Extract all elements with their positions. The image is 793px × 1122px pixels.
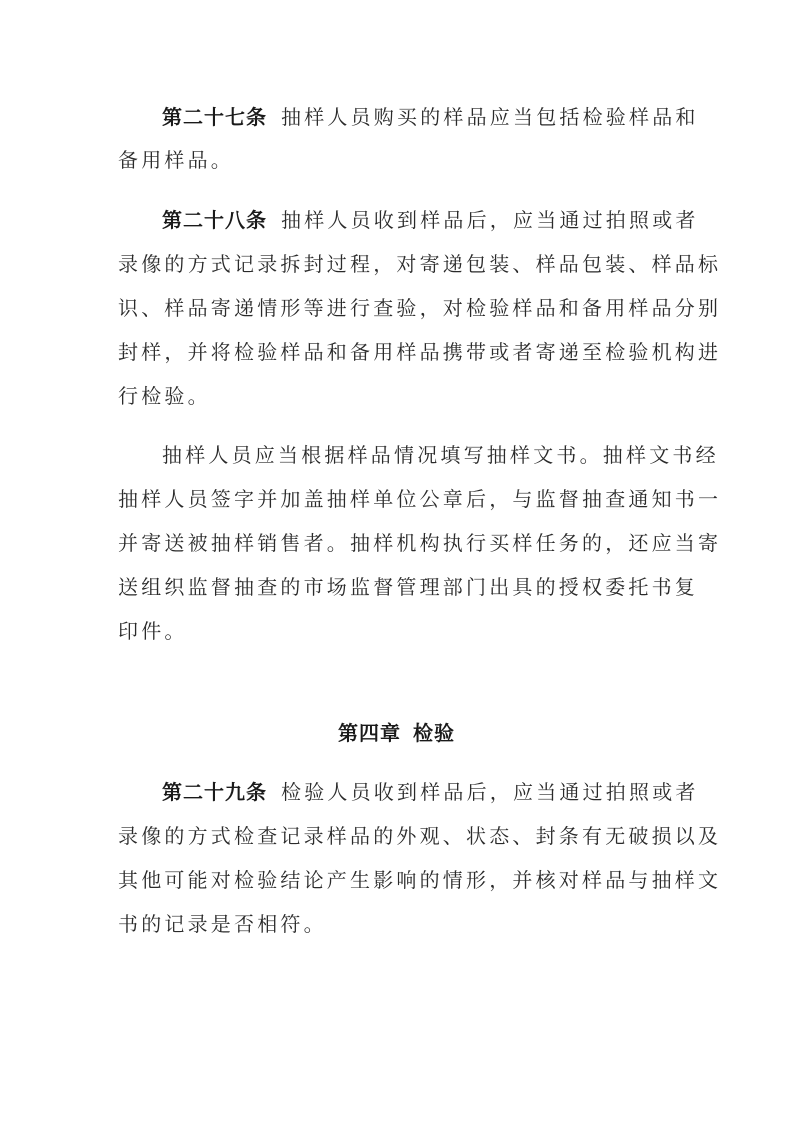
- article-27-text-1: 抽样人员购买的样品应当包括检验样品和: [281, 105, 699, 129]
- article-28-number: 第二十八条: [162, 208, 267, 232]
- article-29-text-1: 检验人员收到样品后，应当通过拍照或者: [281, 780, 699, 804]
- article-28-line-4: 封样，并将检验样品和备用样品携带或者寄递至检验机构进: [118, 340, 722, 364]
- article-28-p2-line-3: 并寄送被抽样销售者。抽样机构执行买样任务的，还应当寄: [118, 531, 722, 555]
- chapter-title: 检验: [413, 721, 455, 745]
- article-28-line-2: 录像的方式记录拆封过程，对寄递包装、样品包装、样品标: [118, 252, 722, 276]
- article-27-line-2: 备用样品。: [118, 148, 234, 172]
- article-29-line-1: [162, 778, 722, 806]
- article-28-p2-line-5: 印件。: [118, 619, 188, 643]
- chapter-heading: [0, 719, 793, 747]
- article-29-line-3: 其他可能对检验结论产生影响的情形，并核对样品与抽样文: [118, 868, 722, 892]
- article-29-line-4: 书的记录是否相符。: [118, 912, 327, 936]
- article-28-line-5: 行检验。: [118, 384, 211, 408]
- article-28-p2-line-4: 送组织监督抽查的市场监督管理部门出具的授权委托书复: [118, 575, 698, 599]
- article-28-line-1: [162, 206, 722, 234]
- article-29-line-2: 录像的方式检查记录样品的外观、状态、封条有无破损以及: [118, 824, 722, 848]
- chapter-number: 第四章: [338, 721, 401, 745]
- article-29-number: 第二十九条: [162, 780, 267, 804]
- article-27-number: 第二十七条: [162, 105, 267, 129]
- article-28-p2-line-2: 抽样人员签字并加盖抽样单位公章后，与监督抽查通知书一: [118, 487, 722, 511]
- article-28-line-3: 识、样品寄递情形等进行查验，对检验样品和备用样品分别: [118, 296, 722, 320]
- article-28-p2-line-1: 抽样人员应当根据样品情况填写抽样文书。抽样文书经: [162, 443, 719, 467]
- article-27-line-1: [162, 103, 722, 131]
- article-28-text-1: 抽样人员收到样品后，应当通过拍照或者: [281, 208, 699, 232]
